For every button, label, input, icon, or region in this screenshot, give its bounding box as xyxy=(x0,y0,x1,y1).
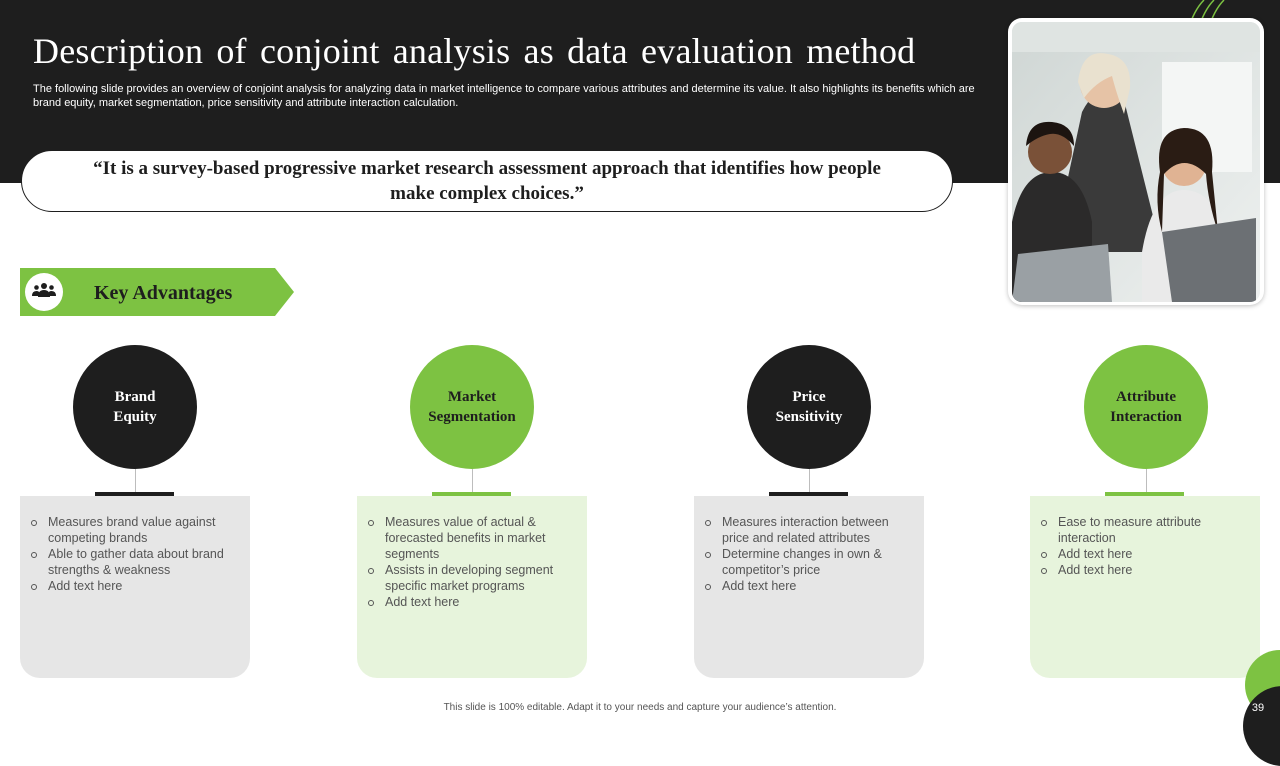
quote-text: “It is a survey-based progressive market research assessment approach that identifies how people make complex choices.” xyxy=(93,158,881,204)
banner-title: Key Advantages xyxy=(94,282,233,304)
page-title: Description of conjoint analysis as data evaluation method xyxy=(33,31,916,71)
connector-line xyxy=(809,469,810,493)
team-icon xyxy=(32,282,56,303)
bullet-item: Ease to measure attribute interaction xyxy=(1040,514,1250,546)
page-number: 39 xyxy=(1251,702,1265,714)
connector-line xyxy=(472,469,473,493)
bullet-item: Measures brand value against competing brands xyxy=(30,514,240,546)
bullet-item: Measures value of actual & forecasted benefits in market segments xyxy=(367,514,577,562)
advantage-card xyxy=(1030,496,1260,678)
advantage-card xyxy=(357,496,587,678)
team-photo xyxy=(1012,22,1260,302)
bullet-list xyxy=(367,514,577,610)
bullet-list xyxy=(704,514,914,594)
bullet-item: Add text here xyxy=(704,578,914,594)
bullet-item: Assists in developing segment specific market programs xyxy=(367,562,577,594)
page-subtitle: The following slide provides an overview of conjoint analysis for analyzing data in market intelligence to compare various attributes and determine its value. It also highlights its benefits which are brand equity, market segmentation, price sensitivity and attribute interaction calculation. xyxy=(33,83,975,109)
bullet-item: Measures interaction between price and related attributes xyxy=(704,514,914,546)
advantage-title-circle: Market Segmentation xyxy=(410,345,534,469)
advantage-card xyxy=(20,496,250,678)
bullet-item: Add text here xyxy=(1040,562,1250,578)
bullet-item: Add text here xyxy=(367,594,577,610)
photo-frame xyxy=(1008,18,1264,305)
bullet-list xyxy=(1040,514,1250,578)
bullet-item: Add text here xyxy=(30,578,240,594)
advantage-title-circle: Brand Equity xyxy=(73,345,197,469)
advantage-title-circle: Attribute Interaction xyxy=(1084,345,1208,469)
bullet-item: Add text here xyxy=(1040,546,1250,562)
bullet-list xyxy=(30,514,240,594)
banner-icon-circle xyxy=(25,273,63,311)
advantage-card xyxy=(694,496,924,678)
connector-line xyxy=(1146,469,1147,493)
connector-line xyxy=(135,469,136,493)
quote-box xyxy=(21,150,953,212)
footer-note: This slide is 100% editable. Adapt it to your needs and capture your audience’s attention. xyxy=(443,702,837,713)
bullet-item: Determine changes in own & competitor’s price xyxy=(704,546,914,578)
bullet-item: Able to gather data about brand strengths & weakness xyxy=(30,546,240,578)
advantage-title-circle: Price Sensitivity xyxy=(747,345,871,469)
